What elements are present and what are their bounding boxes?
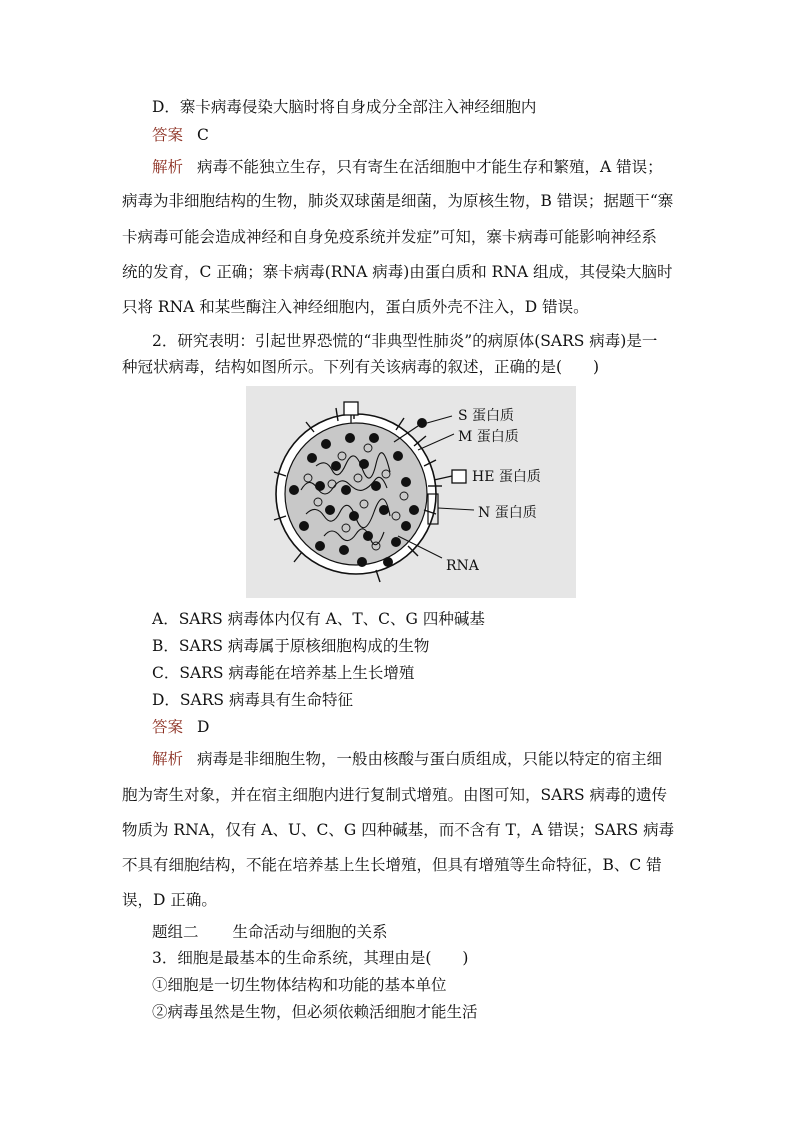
q2-answer bbox=[152, 717, 712, 737]
label-he-protein: HE 蛋白质 bbox=[472, 469, 541, 485]
group-label: 题组二 bbox=[152, 923, 199, 941]
q2-stem-line: 2．研究表明：引起世界恐慌的“非典型性肺炎”的病原体(SARS 病毒)是一 bbox=[152, 332, 658, 350]
q2-explanation-line: 不具有细胞结构，不能在培养基上生长增殖，但具有增殖等生命特征，B、C 错 bbox=[122, 856, 662, 874]
q2-option-d: D．SARS 病毒具有生命特征 bbox=[152, 691, 353, 709]
explanation-text: 病毒不能独立生存，只有寄生在活细胞中才能生存和繁殖，A 错误； bbox=[197, 158, 663, 176]
q1-explanation-line: 病毒为非细胞结构的生物，肺炎双球菌是细菌，为原核生物，B 错误；据题干“寨 bbox=[122, 192, 674, 210]
q2-option-b: B．SARS 病毒属于原核细胞构成的生物 bbox=[152, 637, 430, 655]
label-rna: RNA bbox=[446, 558, 479, 574]
virus-core bbox=[285, 423, 427, 565]
explanation-label: 解析 bbox=[152, 750, 184, 768]
q3-item-2: ②病毒虽然是生物，但必须依赖活细胞才能生活 bbox=[152, 1003, 478, 1021]
answer-value: C bbox=[197, 126, 209, 144]
q1-explanation-line: 卡病毒可能会造成神经和自身免疫系统并发症”可知，寨卡病毒可能影响神经系 bbox=[122, 228, 657, 246]
q2-explanation-line: 胞为寄生对象，并在宿主细胞内进行复制式增殖。由图可知，SARS 病毒的遗传 bbox=[122, 786, 668, 804]
explanation-text: 病毒是非细胞生物，一般由核酸与蛋白质组成，只能以特定的宿主细 bbox=[197, 750, 663, 768]
answer-label: 答案 bbox=[152, 718, 184, 736]
q1-explanation-line: 统的发育，C 正确；寨卡病毒(RNA 病毒)由蛋白质和 RNA 组成，其侵染大脑时 bbox=[122, 263, 673, 281]
q1-explanation-line: 只将 RNA 和某些酶注入神经细胞内，蛋白质外壳不注入，D 错误。 bbox=[122, 298, 589, 316]
q1-explanation-line bbox=[152, 157, 712, 177]
group-title: 生命活动与细胞的关系 bbox=[232, 923, 388, 941]
q2-explanation-line: 物质为 RNA，仅有 A、U、C、G 四种碱基，而不含有 T，A 错误；SARS 病毒 bbox=[122, 821, 675, 839]
answer-value: D bbox=[197, 718, 210, 736]
q1-option-d: D．寨卡病毒侵染大脑时将自身成分全部注入神经细胞内 bbox=[152, 98, 537, 116]
he-protein-square bbox=[452, 470, 466, 483]
q1-answer bbox=[152, 125, 712, 145]
q2-explanation-line bbox=[152, 749, 712, 769]
q2-explanation-line: 误，D 正确。 bbox=[122, 891, 217, 909]
q3-stem: 3．细胞是最基本的生命系统，其理由是( ) bbox=[152, 949, 469, 967]
q2-stem-line: 种冠状病毒，结构如图所示。下列有关该病毒的叙述，正确的是( ) bbox=[122, 358, 600, 376]
s-protein-dot bbox=[417, 418, 427, 428]
answer-label: 答案 bbox=[152, 126, 184, 144]
explanation-label: 解析 bbox=[152, 158, 184, 176]
label-m-protein: M 蛋白质 bbox=[458, 429, 519, 445]
he-protein-marker bbox=[344, 402, 358, 415]
q2-option-a: A．SARS 病毒体内仅有 A、T、C、G 四种碱基 bbox=[152, 610, 485, 628]
label-n-protein: N 蛋白质 bbox=[478, 505, 537, 521]
q3-item-1: ①细胞是一切生物体结构和功能的基本单位 bbox=[152, 976, 447, 994]
q2-option-c: C．SARS 病毒能在培养基上生长增殖 bbox=[152, 664, 415, 682]
label-s-protein: S 蛋白质 bbox=[458, 408, 515, 424]
sars-virus-diagram bbox=[246, 386, 576, 598]
group-heading bbox=[152, 922, 712, 942]
